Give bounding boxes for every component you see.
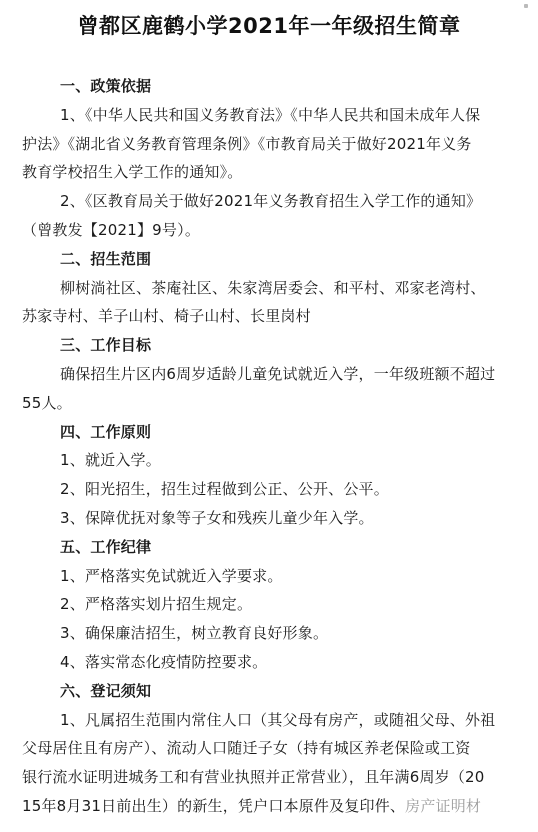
page-title: 曾都区鹿鹤小学2021年一年级招生简章 (77, 14, 461, 38)
paragraph-line: 银行流水证明进城务工和有营业执照并正常营业），且年满6周岁（20 (22, 768, 485, 787)
paragraph-line: 确保招生片区内6周岁适龄儿童免试就近入学，一年级班额不超过 (60, 364, 496, 383)
paragraph-line: 3、确保廉洁招生，树立教育良好形象。 (60, 624, 329, 643)
paragraph-line: 2、《区教育局关于做好2021年义务教育招生入学工作的通知》 (60, 192, 482, 211)
document-body (22, 72, 520, 821)
paragraph-line: 3、保障优抚对象等子女和残疾儿童少年入学。 (60, 508, 374, 527)
paragraph-line: 1、就近入学。 (60, 451, 161, 470)
section-heading-discipline: 五、工作纪律 (60, 537, 152, 556)
paragraph-line: 1、《中华人民共和国义务教育法》《中华人民共和国未成年人保 (60, 105, 481, 124)
paragraph-line: 2、阳光招生，招生过程做到公正、公开、公平。 (60, 480, 389, 499)
paragraph-line: 4、落实常态化疫情防控要求。 (60, 652, 268, 671)
paragraph-line: 柳树淌社区、茶庵社区、朱家湾居委会、和平村、邓家老湾村、 (60, 278, 486, 297)
paragraph-line: 护法》《湖北省义务教育管理条例》《市教育局关于做好2021年义务 (22, 134, 472, 153)
faded-text: 房产证明材 (405, 796, 482, 815)
paragraph-line: 父母居住且有房产）、流动人口随迁子女（持有城区养老保险或工资 (22, 739, 471, 758)
paragraph-line: 2、严格落实划片招生规定。 (60, 595, 253, 614)
paragraph-line: 1、严格落实免试就近入学要求。 (60, 566, 283, 585)
section-heading-registration: 六、登记须知 (60, 681, 152, 700)
paragraph-text: 15年8月31日前出生）的新生，凭户口本原件及复印件、 (22, 796, 406, 815)
paragraph-line: 苏家寺村、羊子山村、椅子山村、长里岗村 (22, 307, 311, 326)
section-heading-goal: 三、工作目标 (60, 336, 152, 355)
section-heading-principles: 四、工作原则 (60, 422, 152, 441)
paragraph-line: 教育学校招生入学工作的通知》。 (22, 163, 243, 182)
paragraph-line-last (22, 792, 520, 821)
paragraph-line: 1、凡属招生范围内常住人口（其父母有房产，或随祖父母、外祖 (60, 710, 496, 729)
paragraph-line: 55人。 (22, 393, 72, 412)
section-heading-scope: 二、招生范围 (60, 249, 152, 268)
paragraph-line: （曾教发【2021】9号）。 (22, 220, 201, 239)
section-heading-policy: 一、政策依据 (60, 77, 152, 95)
corner-mark (524, 4, 528, 8)
